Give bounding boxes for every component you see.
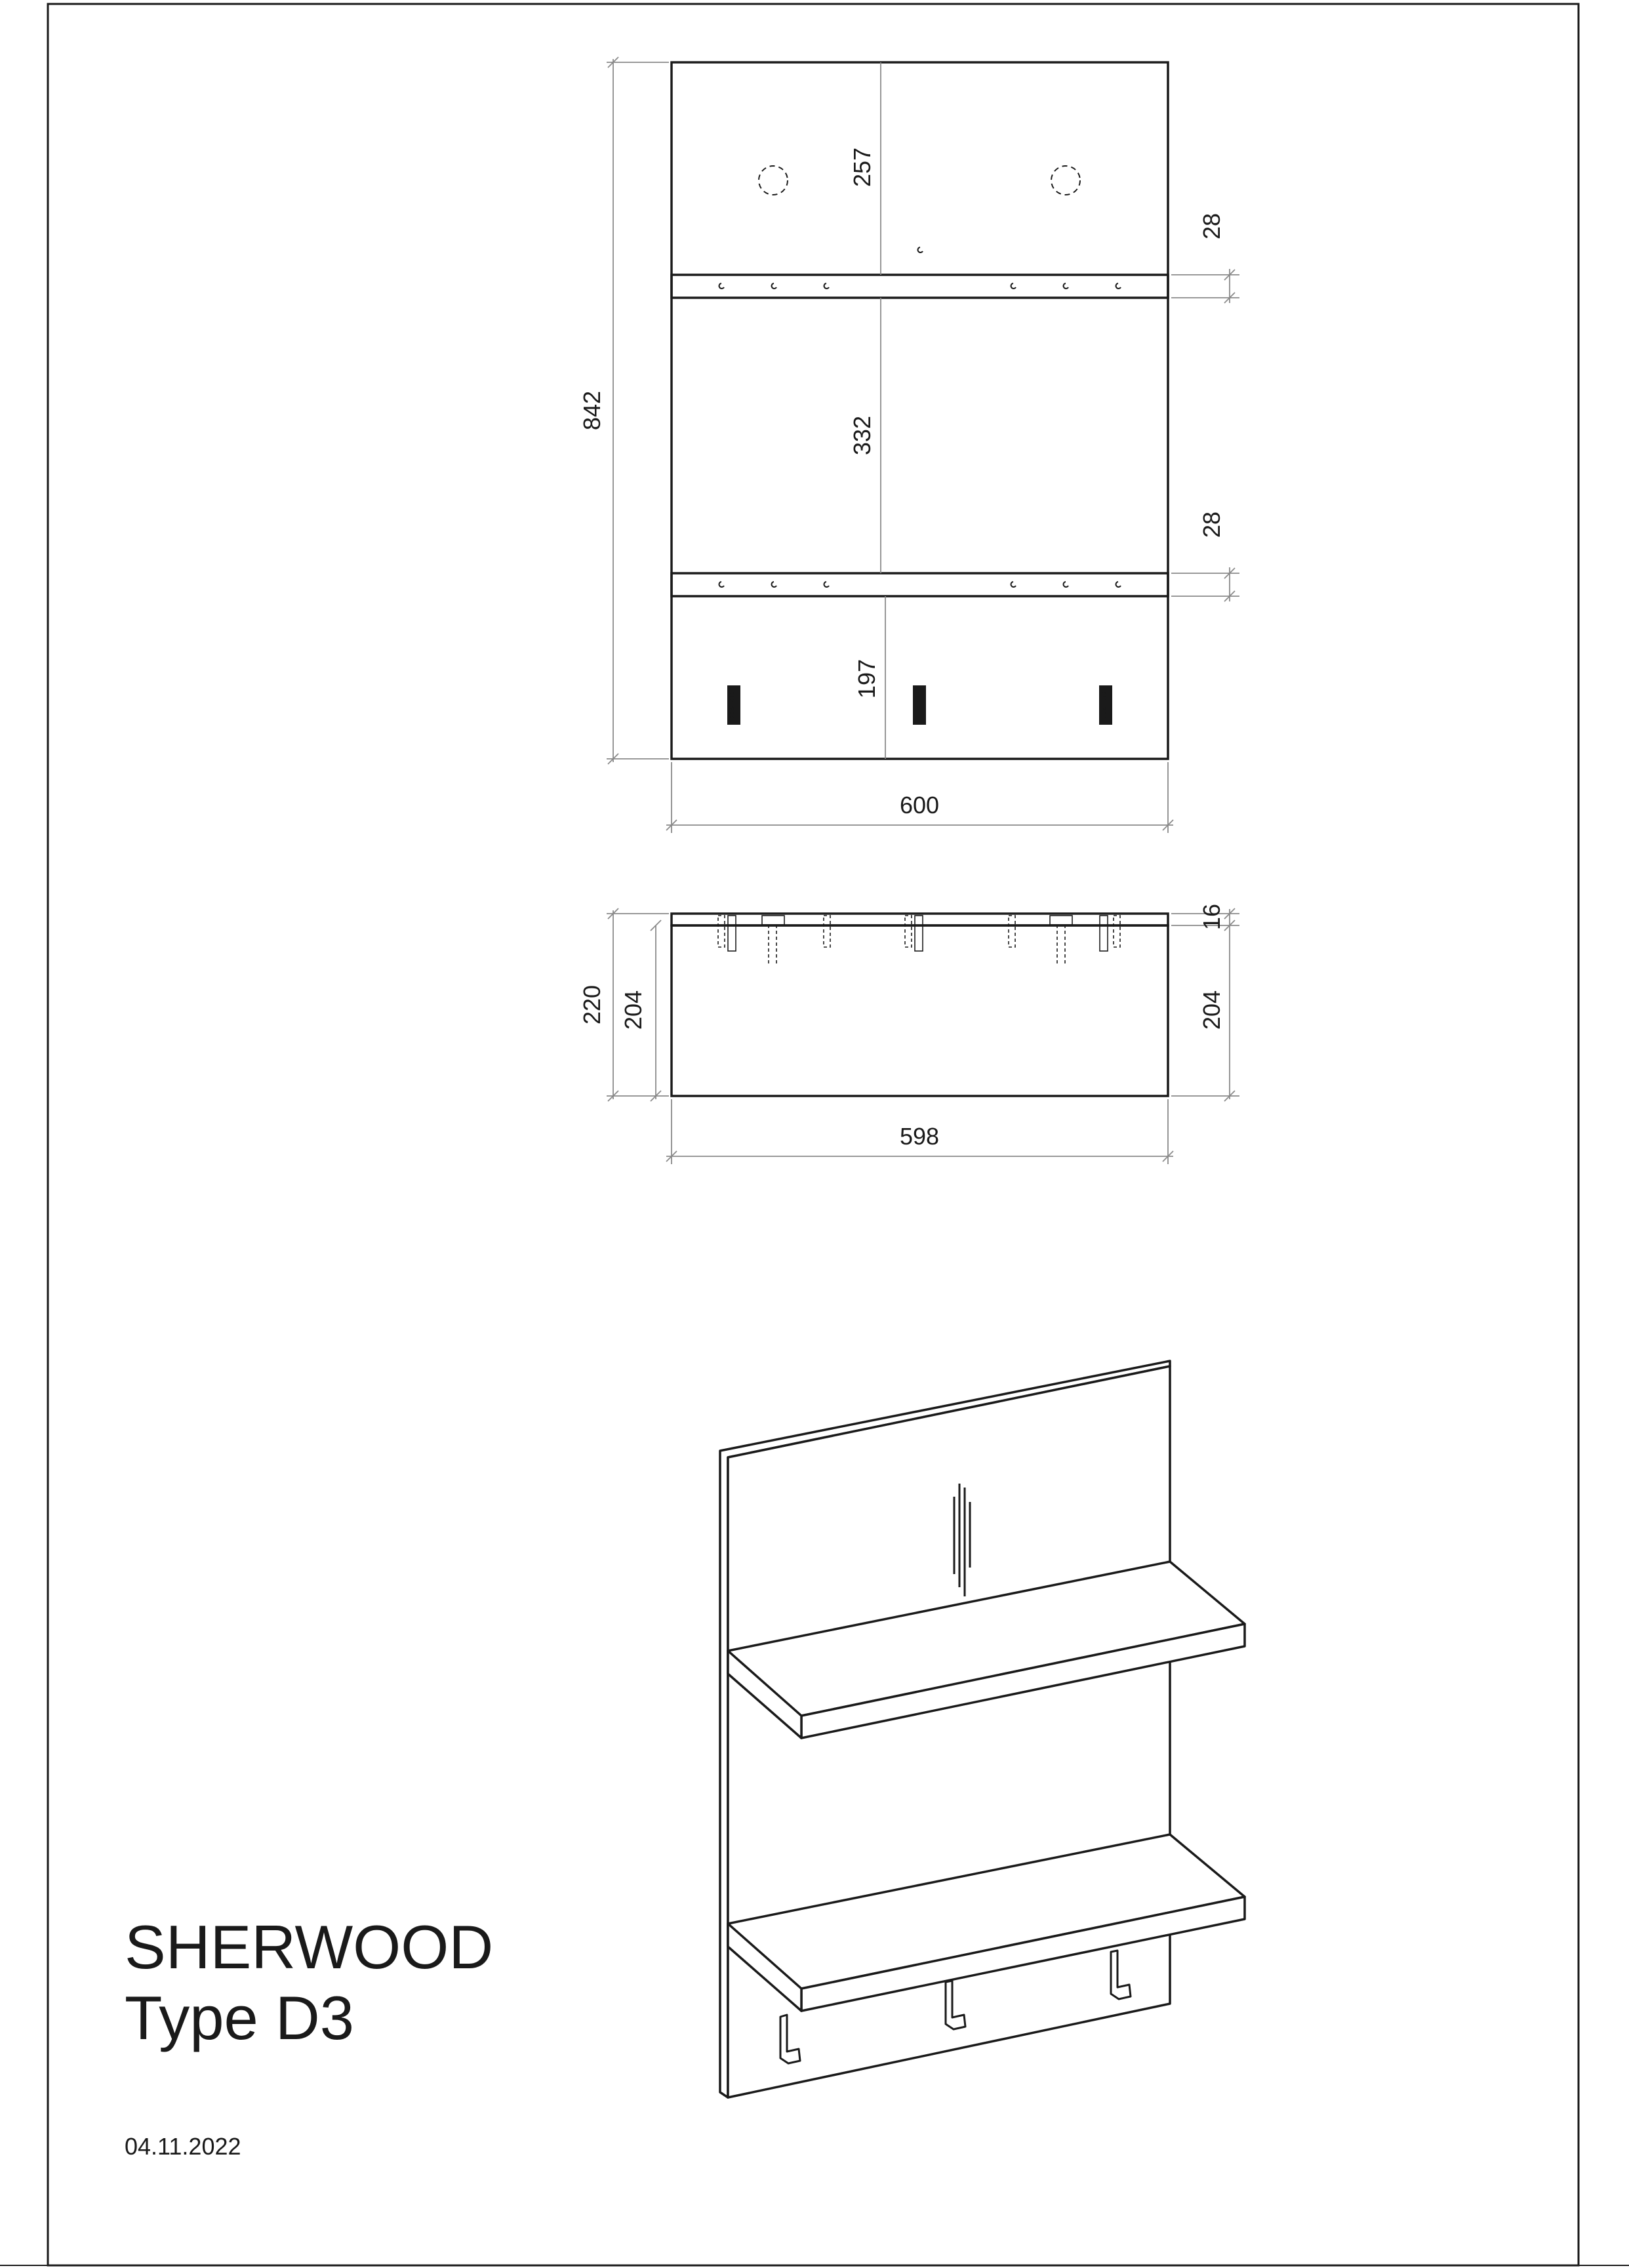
back-panel-outline bbox=[672, 62, 1168, 759]
dim-bottom-section: 197 bbox=[853, 658, 880, 699]
dim-shelf-depth-left: 204 bbox=[620, 990, 647, 1030]
screw-mark bbox=[772, 582, 776, 587]
screw-mark bbox=[1011, 582, 1016, 587]
screw-mark bbox=[1064, 283, 1068, 289]
mounting-hole-left bbox=[759, 166, 788, 195]
dim-top-section: 257 bbox=[849, 147, 875, 188]
screw-mark bbox=[719, 582, 724, 587]
front-view bbox=[578, 57, 1239, 833]
upper-shelf-front bbox=[672, 275, 1168, 298]
dim-shelf-width: 598 bbox=[899, 1123, 940, 1150]
screw-mark bbox=[719, 283, 724, 289]
dim-total-height: 842 bbox=[578, 390, 605, 431]
hook-plate-center bbox=[913, 685, 926, 725]
dim-lower-shelf-thickness: 28 bbox=[1198, 511, 1225, 538]
mounting-hole-right bbox=[1051, 166, 1080, 195]
top-view bbox=[578, 904, 1239, 1164]
screw-mark bbox=[1116, 582, 1121, 587]
screw-mark bbox=[1011, 283, 1016, 289]
screw-mark bbox=[824, 283, 829, 289]
dim-total-depth: 220 bbox=[578, 984, 605, 1025]
hook-plate-label: SD SHERD bbox=[729, 691, 735, 719]
isometric-view bbox=[720, 1361, 1245, 2097]
screw-mark bbox=[824, 582, 829, 587]
hook-plate-label: SD SHERD bbox=[1101, 691, 1107, 719]
drawing-date: 04.11.2022 bbox=[125, 2133, 241, 2160]
screw-mark bbox=[1064, 582, 1068, 587]
screw-mark bbox=[1116, 283, 1121, 289]
dim-middle-section: 332 bbox=[849, 415, 875, 456]
dim-panel-thickness: 16 bbox=[1198, 903, 1225, 931]
lower-shelf-front bbox=[672, 573, 1168, 596]
screw-mark bbox=[918, 247, 923, 253]
product-name: SHERWOOD bbox=[125, 1913, 494, 1981]
title-block bbox=[125, 1912, 493, 2054]
screw-mark bbox=[772, 283, 776, 289]
dim-shelf-depth-right: 204 bbox=[1198, 990, 1225, 1030]
product-type: Type D3 bbox=[125, 1983, 355, 2052]
dim-upper-shelf-thickness: 28 bbox=[1198, 213, 1225, 240]
hook-plate-right bbox=[1099, 685, 1112, 725]
hook-plate-label: SD SHERD bbox=[915, 691, 921, 719]
dim-width: 600 bbox=[899, 792, 940, 819]
hook-plate-left bbox=[727, 685, 740, 725]
